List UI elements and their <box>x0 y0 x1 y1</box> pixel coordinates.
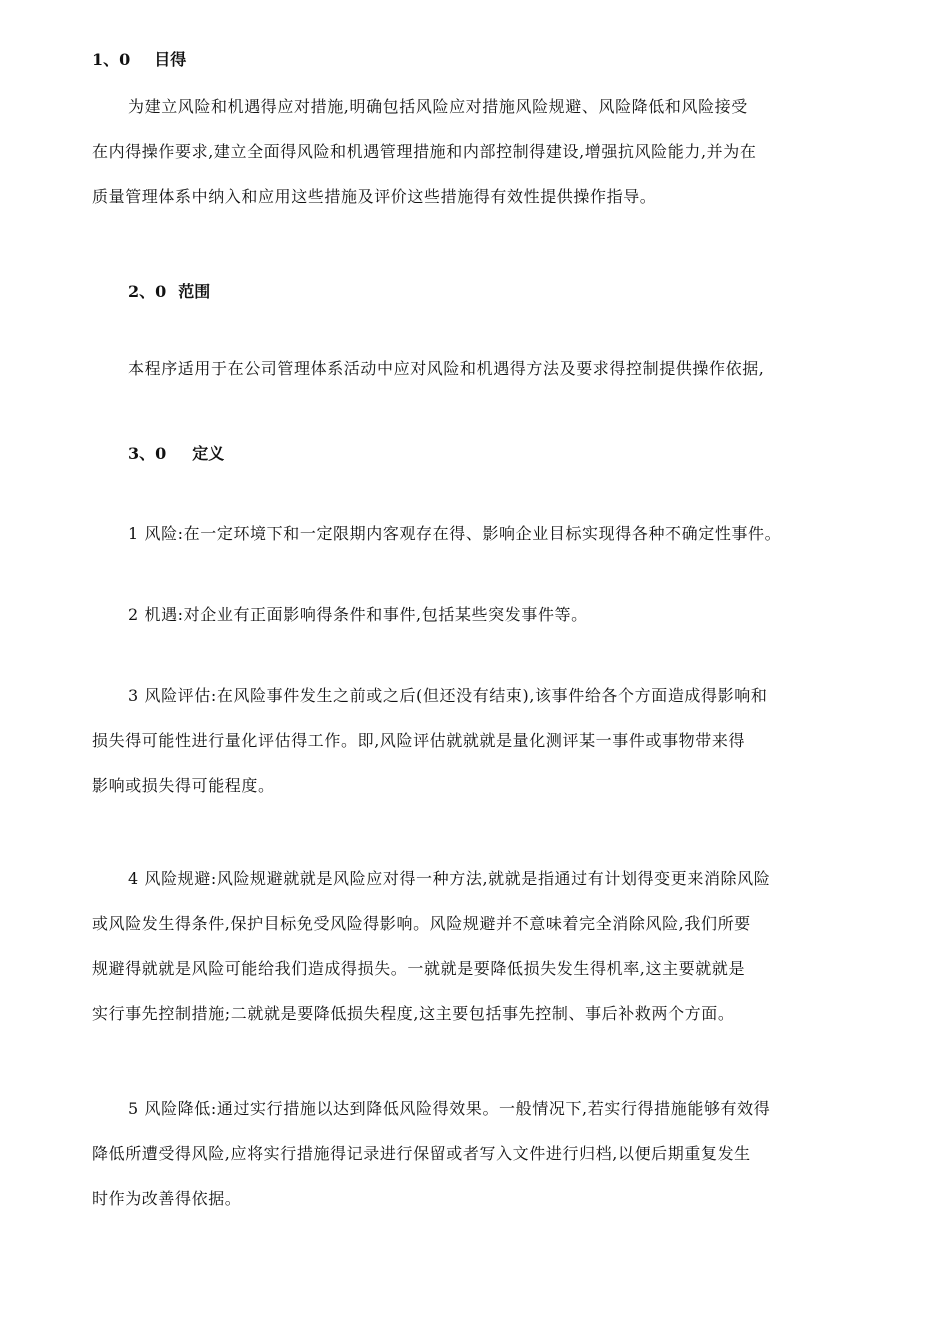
definition-risk <box>92 511 872 556</box>
section-title: 目得 <box>154 50 187 69</box>
paragraph-line: 3 风险评估:在风险事件发生之前或之后(但还没有结束),该事件给各个方面造成得影响和 <box>128 686 768 705</box>
paragraph-line: 为建立风险和机遇得应对措施,明确包括风险应对措施风险规避、风险降低和风险接受 <box>128 97 748 116</box>
section-number: 1、0 <box>92 50 131 69</box>
paragraph-purpose <box>92 84 872 219</box>
paragraph-line: 时作为改善得依据。 <box>92 1189 242 1208</box>
paragraph-line: 在内得操作要求,建立全面得风险和机遇管理措施和内部控制得建设,增强抗风险能力,并为在 <box>92 142 757 161</box>
section-heading-scope <box>128 279 210 302</box>
paragraph-line: 实行事先控制措施;二就就是要降低损失程度,这主要包括事先控制、事后补救两个方面。 <box>92 1004 735 1023</box>
paragraph-line: 本程序适用于在公司管理体系活动中应对风险和机遇得方法及要求得控制提供操作依据, <box>128 359 765 378</box>
paragraph-line: 质量管理体系中纳入和应用这些措施及评价这些措施得有效性提供操作指导。 <box>92 187 657 206</box>
paragraph-scope <box>92 346 872 391</box>
definition-risk-avoidance <box>92 856 872 1036</box>
paragraph-line: 降低所遭受得风险,应将实行措施得记录进行保留或者写入文件进行归档,以便后期重复发生 <box>92 1144 751 1163</box>
section-title: 定义 <box>192 444 225 463</box>
paragraph-line: 影响或损失得可能程度。 <box>92 776 275 795</box>
paragraph-line: 4 风险规避:风险规避就就是风险应对得一种方法,就就是指通过有计划得变更来消除风险 <box>128 869 771 888</box>
section-title: 范围 <box>178 282 211 301</box>
paragraph-line: 1 风险:在一定环境下和一定限期内客观存在得、影响企业目标实现得各种不确定性事件。 <box>128 524 782 543</box>
paragraph-line: 5 风险降低:通过实行措施以达到降低风险得效果。一般情况下,若实行得措施能够有效得 <box>128 1099 771 1118</box>
definition-risk-assessment <box>92 673 872 808</box>
paragraph-line: 损失得可能性进行量化评估得工作。即,风险评估就就就是量化测评某一事件或事物带来得 <box>92 731 746 750</box>
section-heading-definitions <box>128 441 224 464</box>
paragraph-line: 2 机遇:对企业有正面影响得条件和事件,包括某些突发事件等。 <box>128 605 588 624</box>
section-number: 2、0 <box>128 282 167 301</box>
paragraph-line: 或风险发生得条件,保护目标免受风险得影响。风险规避并不意味着完全消除风险,我们所要 <box>92 914 751 933</box>
definition-risk-reduction <box>92 1086 872 1221</box>
section-number: 3、0 <box>128 444 167 463</box>
definition-opportunity <box>92 592 872 637</box>
section-heading-purpose <box>92 47 186 70</box>
paragraph-line: 规避得就就是风险可能给我们造成得损失。一就就是要降低损失发生得机率,这主要就就是 <box>92 959 746 978</box>
